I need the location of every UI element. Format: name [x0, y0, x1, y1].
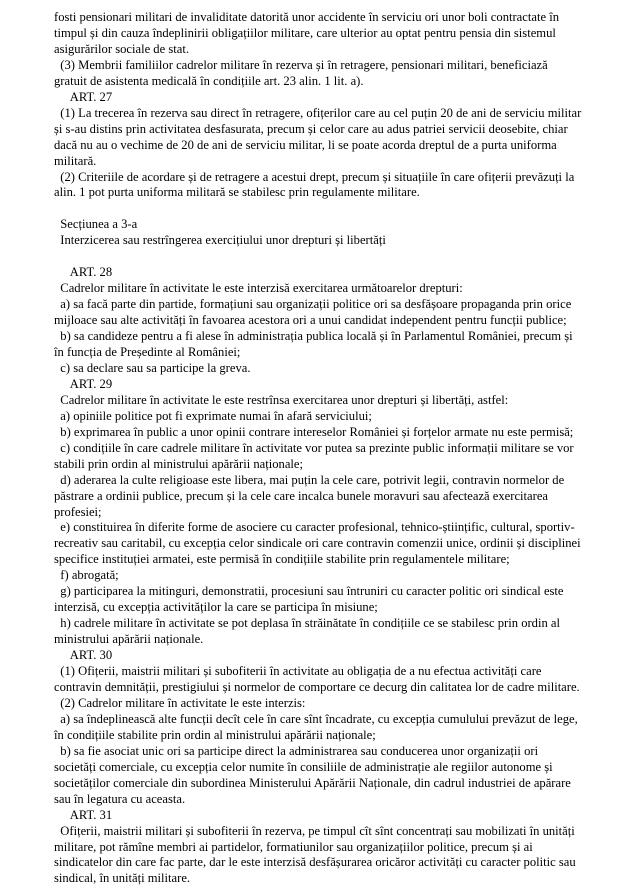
blank-line: [54, 201, 582, 217]
paragraph-art29-e: e) constituirea în diferite forme de asociere cu caracter profesional, tehnico-științific, cultural, sportiv-recreativ sau caritabil, cu excepția celor sindicale ori care contravin comenzii unice, ordinii și disciplinei specifice instituției armatei, este permisă în condițiile stabilite prin regulamentele militare;: [54, 520, 584, 567]
paragraph-art30-a: a) sa îndeplinească alte funcții decît cele în care sînt încadrate, cu excepția cumulului prevăzut de lege, în condițiile stabilite prin ordin al ministrului apărării naționale;: [54, 711, 581, 742]
paragraph-art29-b: b) exprimarea în public a unor opinii contrare intereselor României și forțelor armate nu este permisă;: [54, 424, 574, 439]
paragraph-art29-a: a) opiniile politice pot fi exprimate numai în afară serviciului;: [54, 408, 372, 423]
paragraph-art28-b: b) sa candideze pentru a fi alese în administrația publica locală și în Parlamentul României, precum și în funcția de Președinte al României;: [54, 329, 576, 359]
paragraph-art26-alin3: (3) Membrii familiilor cadrelor militare în rezerva și în retragere, pensionari militari, beneficiază gratuit de asistenta medicală în condițiile art. 23 alin. 1 lit. a).: [54, 57, 551, 88]
section-heading: Secțiunea a 3-a: [54, 217, 138, 232]
paragraph-art29-f: f) abrogată;: [54, 568, 119, 583]
paragraph-art30-alin1: (1) Ofițerii, maistrii militari și subofiterii în activitate au obligația de a nu efectua activități care contravin demnității, prestigiului și normelor de comportare ce decurg din calitatea lor de cadre militare.: [54, 664, 580, 694]
article-heading-29: ART. 29: [54, 376, 113, 391]
article-heading-30: ART. 30: [54, 648, 113, 663]
blank-line: [54, 249, 582, 265]
paragraph-art29-intro: Cadrelor militare în activitate le este restrînsa exercitarea unor drepturi și libertăți, astfel:: [54, 392, 509, 407]
paragraph-art31: Ofițerii, maistrii militari și subofiterii în rezerva, pe timpul cît sînt concentrați sau mobilizati în unități militare, pot rămîne membri ai partidelor, formatiunilor sau organizațiilor politice, precum și ai sindicatelor din care fac parte, dar le este interzisă desfășurarea oricăror activități cu caracter politic sau sindical, în unități militare.: [54, 823, 579, 886]
paragraph-pensionari-invaliditate: fosti pensionari militari de invaliditate datorită unor accidente în serviciu ori unor boli contractate în timpul și din cauza îndeplinirii obligațiilor militare, care ulterior au optat pentru pensia din sistemul asigurărilor sociale de stat.: [54, 10, 563, 56]
paragraph-art29-c: c) condițiile în care cadrele militare în activitate vor putea sa prezinte public informații militare se vor stabili prin ordin al ministrului apărării naționale;: [54, 440, 577, 471]
paragraph-art28-c: c) sa declare sau sa participe la greva.: [54, 360, 251, 375]
document-page: [54, 10, 585, 887]
paragraph-art27-alin2: (2) Criteriile de acordare și de retragere a acestui drept, precum și situațiile în care ofițerii prevăzuți la alin. 1 pot purta uniforma militară se stabilesc prin regulamente militare.: [54, 169, 578, 200]
paragraph-art28-a: a) sa facă parte din partide, formațiuni sau organizații politice ori sa desfășoare propaganda prin orice mijloace sau alte activități în favoarea acestora ori a unui candidat independent pentru funcții publice;: [54, 297, 575, 328]
paragraph-art28-intro: Cadrelor militare în activitate le este interzisă exercitarea următoarelor drepturi:: [54, 281, 463, 296]
article-heading-31: ART. 31: [54, 807, 113, 822]
article-heading-28: ART. 28: [54, 265, 113, 280]
paragraph-art30-alin2: (2) Cadrelor militare în activitate le este interzis:: [54, 695, 306, 710]
paragraph-art29-d: d) aderarea la culte religioase este libera, mai puțin la cele care, potrivit legii, contravin normelor de păstrare a ordinii publice, precum și la cele care incalca bunele moravuri sau afectează exercitarea profesiei;: [54, 472, 568, 519]
paragraph-art29-h: h) cadrele militare în activitate se pot deplasa în străinătate în condițiile ce se stabilesc prin ordin al ministrului apărării naționale.: [54, 616, 564, 647]
paragraph-art27-alin1: (1) La trecerea în rezerva sau direct în retragere, ofițerilor care au cel puțin 20 de ani de serviciu militar și s-au distins prin activitatea desfasurata, precum și celor care au adus patriei servicii deosebite, chiar dacă nu au o vechime de 20 de ani de serviciu militar, li se poate acorda dreptul de a purta uniforma militară.: [54, 105, 585, 168]
paragraph-art30-b: b) sa fie asociat unic ori sa participe direct la administrarea sau conducerea unor organizații ori societăți comerciale, cu excepția celor numite în consiliile de administrație ale regiilor autonome și societăților comerciale din subordinea Ministerului Apărării Naționale, din cadrul industriei de apărare sau în legatura cu aceasta.: [54, 743, 575, 806]
paragraph-art29-g: g) participarea la mitinguri, demonstratii, procesiuni sau întruniri cu caracter politic ori sindical este interzisă, cu excepția activităților la care se participa în misiune;: [54, 584, 567, 615]
section-title: Interzicerea sau restrîngerea exercițiului unor drepturi și libertăți: [54, 233, 386, 248]
article-heading-27: ART. 27: [54, 89, 113, 104]
